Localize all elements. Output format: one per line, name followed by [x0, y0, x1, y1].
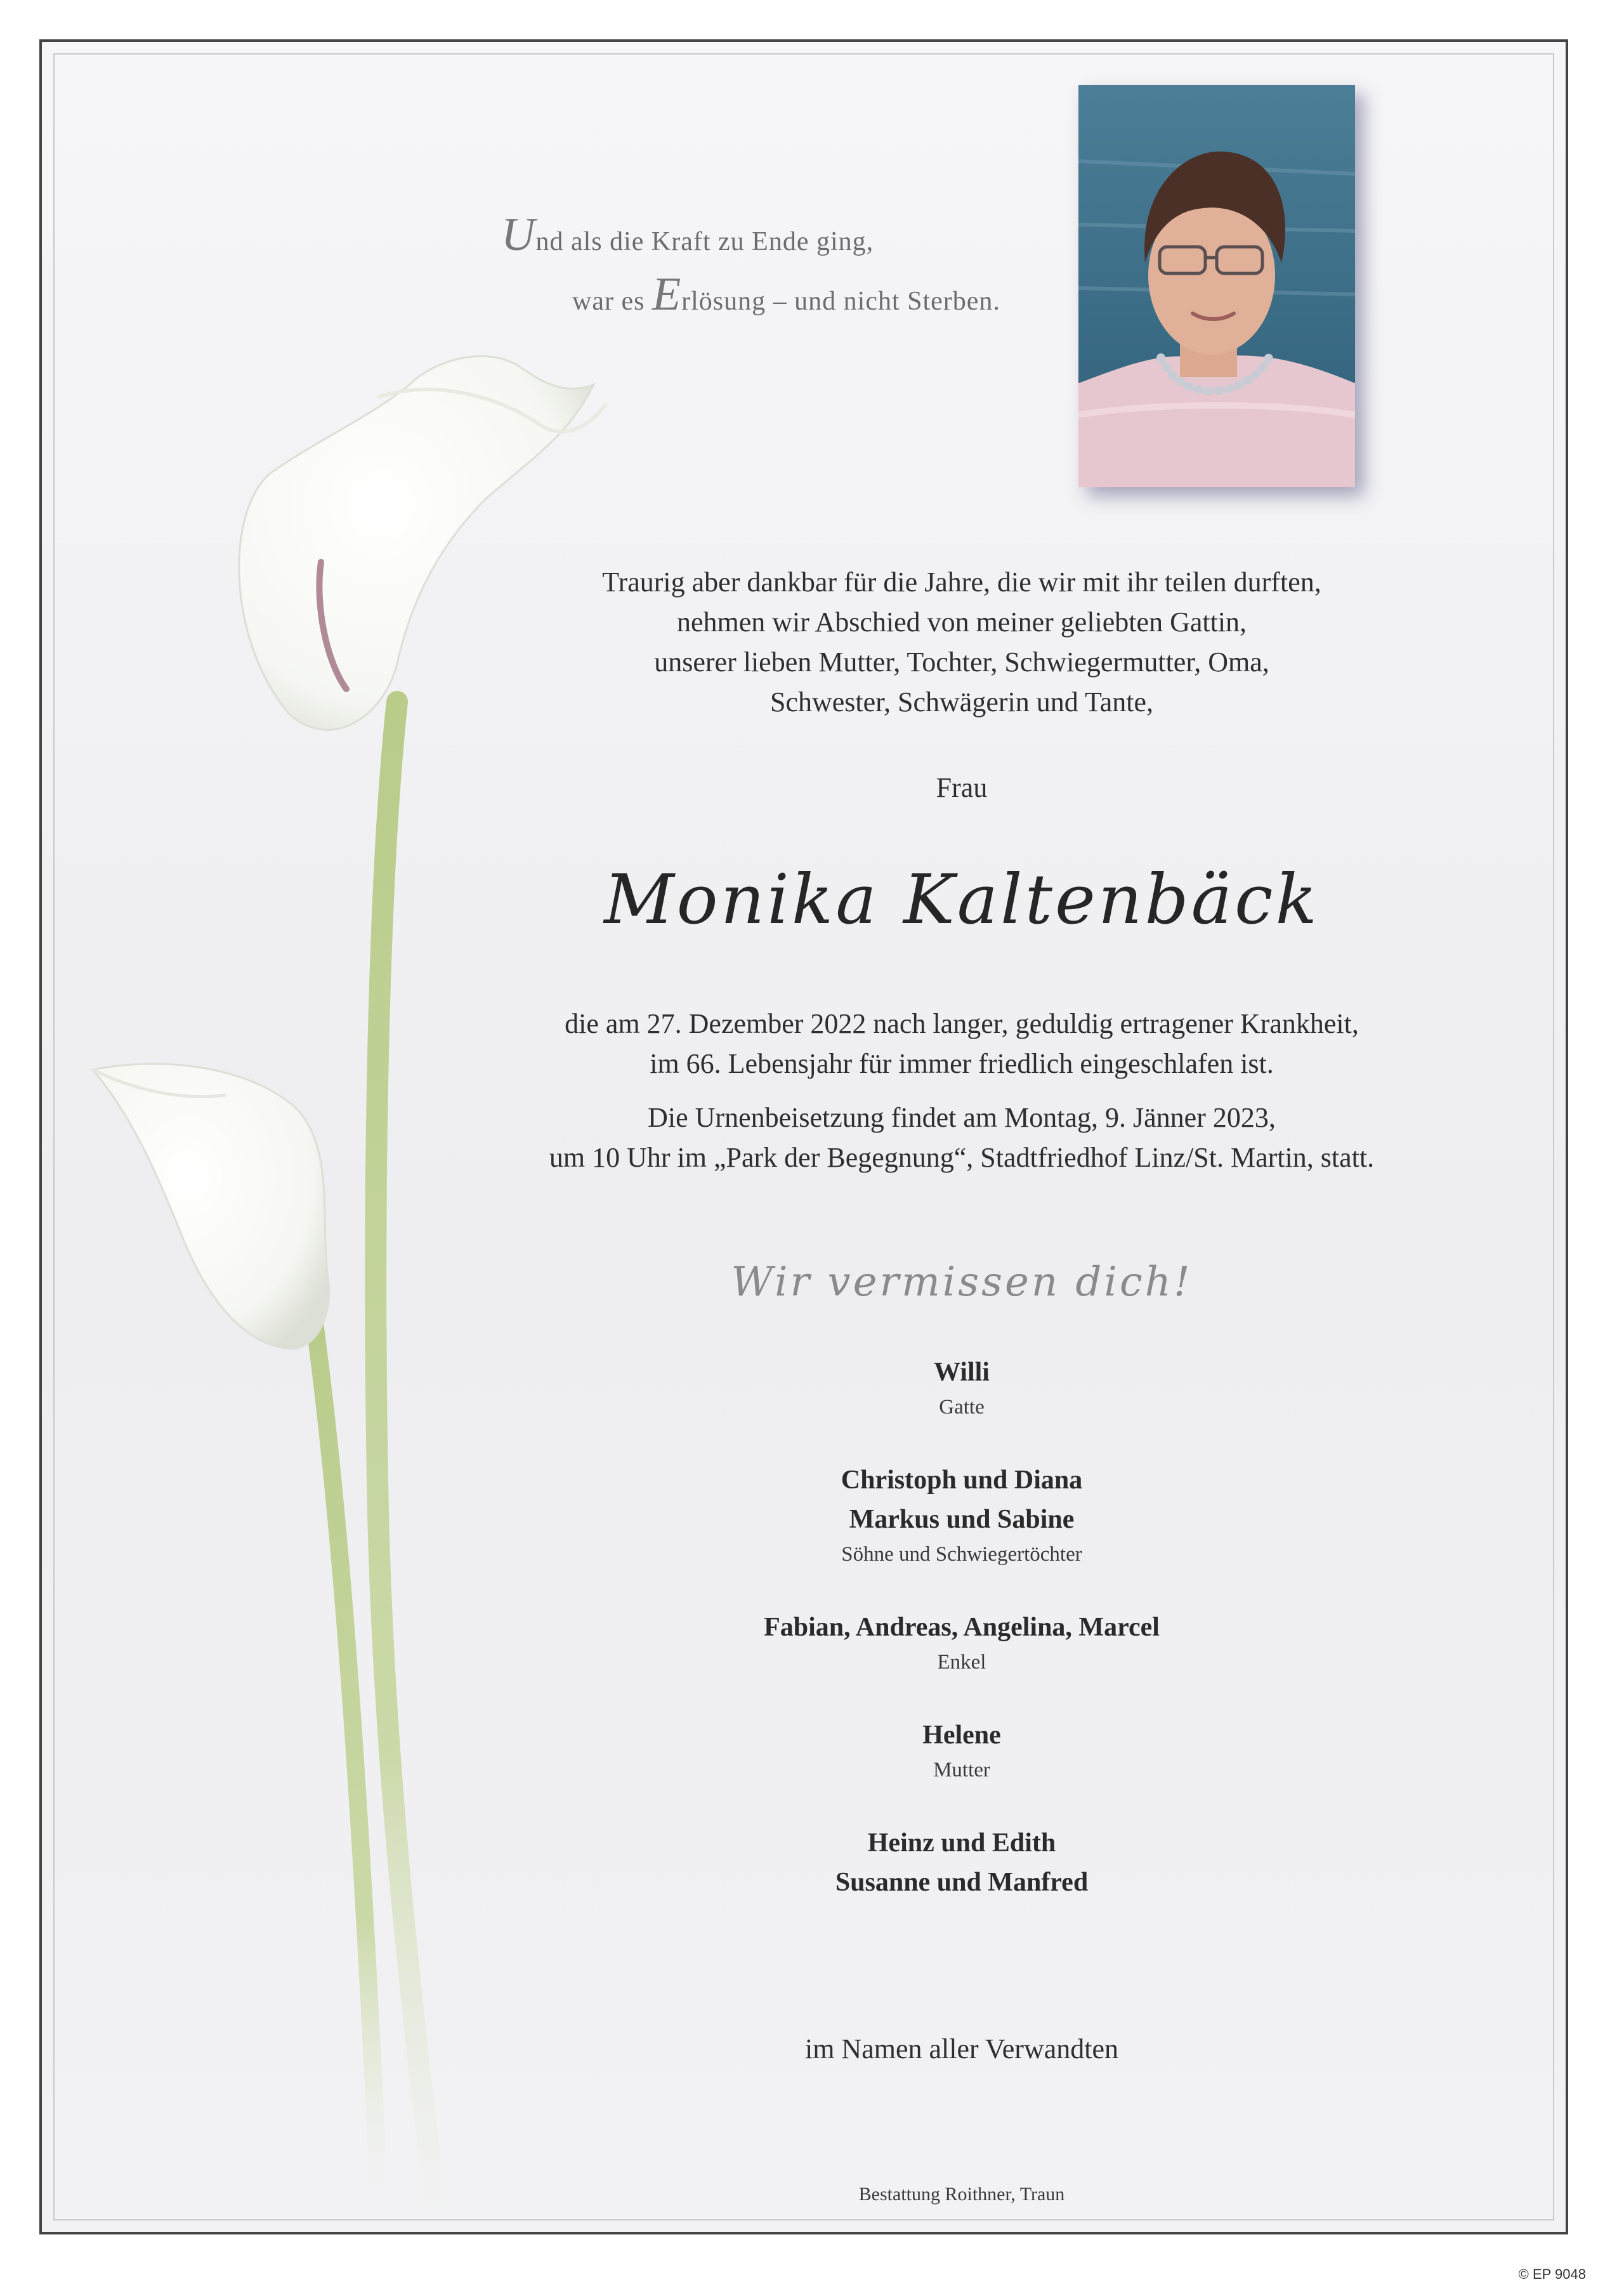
- mourner-group: [397, 1353, 1526, 1422]
- closing-line: im Namen aller Verwandten: [804, 2033, 1118, 2064]
- death-notice-line: im 66. Lebensjahr für immer friedlich eingeschlafen ist.: [650, 1048, 1274, 1079]
- intro-line: unserer lieben Mutter, Tochter, Schwiegermutter, Oma,: [654, 646, 1269, 678]
- mourner-role: Gatte: [939, 1396, 985, 1419]
- mourners-list: [397, 1353, 1526, 1940]
- mourner-group: [397, 1460, 1526, 1570]
- mourner-group: [397, 1608, 1526, 1677]
- portrait-photo: [1078, 85, 1355, 487]
- death-notice-line: die am 27. Dezember 2022 nach langer, geduldig ertragener Krankheit,: [565, 1008, 1359, 1039]
- mourner-name: Heinz und Edith: [867, 1828, 1056, 1858]
- mourner-role: Mutter: [933, 1759, 990, 1781]
- mourner-name: Susanne und Manfred: [835, 1868, 1089, 1897]
- funeral-notice: [397, 1098, 1526, 1178]
- funeral-notice-line: um 10 Uhr im „Park der Begegnung“, Stadtfriedhof Linz/St. Martin, statt.: [549, 1142, 1375, 1173]
- deceased-name: Monika Kaltenbäck: [604, 860, 1320, 940]
- intro-text: [397, 562, 1526, 722]
- motto-text-1: nd als die Kraft zu Ende ging,: [535, 227, 874, 256]
- intro-line: Schwester, Schwägerin und Tante,: [769, 686, 1154, 718]
- obituary-card: [39, 39, 1568, 2234]
- intro-line: nehmen wir Abschied von meiner geliebten Gattin,: [676, 607, 1247, 638]
- mourner-name: Markus und Sabine: [849, 1505, 1075, 1534]
- mourner-name: Willi: [934, 1358, 990, 1387]
- intro-line: Traurig aber dankbar für die Jahre, die wir mit ihr teilen durften,: [602, 567, 1321, 598]
- mourner-group: [397, 1715, 1526, 1785]
- motto-initial-2: E: [652, 268, 682, 320]
- mourner-role: Enkel: [937, 1651, 986, 1674]
- miss-you-heading: Wir vermissen dich!: [731, 1259, 1193, 1306]
- motto-line-1: [501, 208, 874, 262]
- motto-initial-1: U: [501, 209, 536, 261]
- motto-text-2b: rlösung – und nicht Sterben.: [681, 287, 1000, 316]
- salutation: Frau: [936, 772, 988, 803]
- death-notice: [397, 1004, 1526, 1084]
- mourner-role: Söhne und Schwiegertöchter: [841, 1543, 1082, 1566]
- motto-line-2: [572, 268, 1000, 322]
- undertaker-credit: Bestattung Roithner, Traun: [858, 2184, 1065, 2205]
- mourner-group: [397, 1823, 1526, 1902]
- mourner-name: Helene: [922, 1721, 1001, 1750]
- funeral-notice-line: Die Urnenbeisetzung findet am Montag, 9. Jänner 2023,: [648, 1102, 1276, 1133]
- mourner-name: Fabian, Andreas, Angelina, Marcel: [764, 1613, 1160, 1642]
- motto-text-2a: war es: [572, 287, 652, 316]
- mourner-name: Christoph und Diana: [841, 1466, 1083, 1495]
- template-code: © EP 9048: [1518, 2266, 1586, 2282]
